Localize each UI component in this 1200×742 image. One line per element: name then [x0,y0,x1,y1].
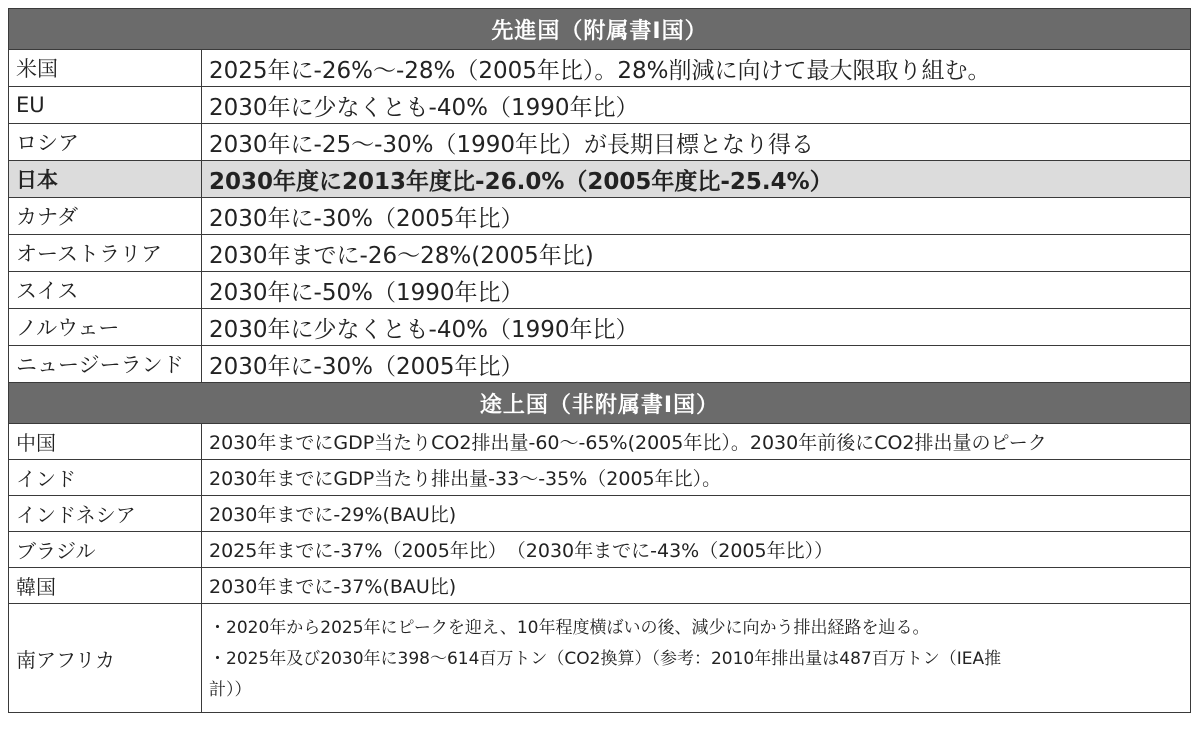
country-cell: インド [9,460,202,496]
country-cell: ニュージーランド [9,346,202,383]
country-cell: スイス [9,272,202,309]
country-cell: 日本 [9,161,202,198]
target-cell: 2025年に-26%〜-28%（2005年比）。28%削減に向けて最大限取り組む。 [202,50,1191,87]
table-row [9,496,1191,532]
emissions-targets-table-container [8,8,1190,713]
target-cell: 2030年までに-37%(BAU比) [202,568,1191,604]
target-cell: 2030年度に2013年度比-26.0%（2005年度比-25.4%） [202,161,1191,198]
table-row [9,460,1191,496]
target-line: ・2025年及び2030年に398〜614百万トン（CO2換算）（参考：2010年排出量は487百万トン（IEA推 [209,648,1002,669]
country-cell: ノルウェー [9,309,202,346]
table-row [9,532,1191,568]
table-row-south-africa [9,604,1191,713]
developing-header: 途上国（非附属書Ⅰ国） [9,383,1191,424]
developed-header: 先進国（附属書Ⅰ国） [9,9,1191,50]
country-cell: ロシア [9,124,202,161]
target-cell: 2030年に-30%（2005年比） [202,346,1191,383]
target-cell: 2025年までに-37%（2005年比） （2030年までに-43%（2005年比）） [202,532,1191,568]
table-row [9,87,1191,124]
table-row [9,309,1191,346]
country-cell: オーストラリア [9,235,202,272]
table-row [9,198,1191,235]
table-row [9,424,1191,460]
table-row [9,568,1191,604]
developed-header-row [9,9,1191,50]
target-cell: 2030年に-50%（1990年比） [202,272,1191,309]
table-row [9,272,1191,309]
emissions-targets-table [8,8,1191,713]
target-cell [202,604,1191,713]
target-cell: 2030年に-25〜-30%（1990年比）が長期目標となり得る [202,124,1191,161]
table-row [9,124,1191,161]
target-cell: 2030年に少なくとも-40%（1990年比） [202,309,1191,346]
target-line: 計）） [209,679,252,700]
target-line: ・2020年から2025年にピークを迎え、10年程度横ばいの後、減少に向かう排出経路を辿る。 [209,617,930,638]
table-row [9,235,1191,272]
country-cell: カナダ [9,198,202,235]
developing-header-row [9,383,1191,424]
table-row-highlighted [9,161,1191,198]
target-cell: 2030年までに-26〜28%(2005年比) [202,235,1191,272]
country-cell: ブラジル [9,532,202,568]
target-cell: 2030年までに-29%(BAU比) [202,496,1191,532]
country-cell: EU [9,87,202,124]
target-cell: 2030年までにGDP当たりCO2排出量-60〜-65%(2005年比）。2030年前後にCO2排出量のピーク [202,424,1191,460]
table-row [9,346,1191,383]
table-row [9,50,1191,87]
target-cell: 2030年に-30%（2005年比） [202,198,1191,235]
target-cell: 2030年までにGDP当たり排出量-33〜-35%（2005年比）。 [202,460,1191,496]
country-cell: 中国 [9,424,202,460]
country-cell: 韓国 [9,568,202,604]
target-cell: 2030年に少なくとも-40%（1990年比） [202,87,1191,124]
country-cell: 南アフリカ [9,604,202,713]
country-cell: 米国 [9,50,202,87]
country-cell: インドネシア [9,496,202,532]
